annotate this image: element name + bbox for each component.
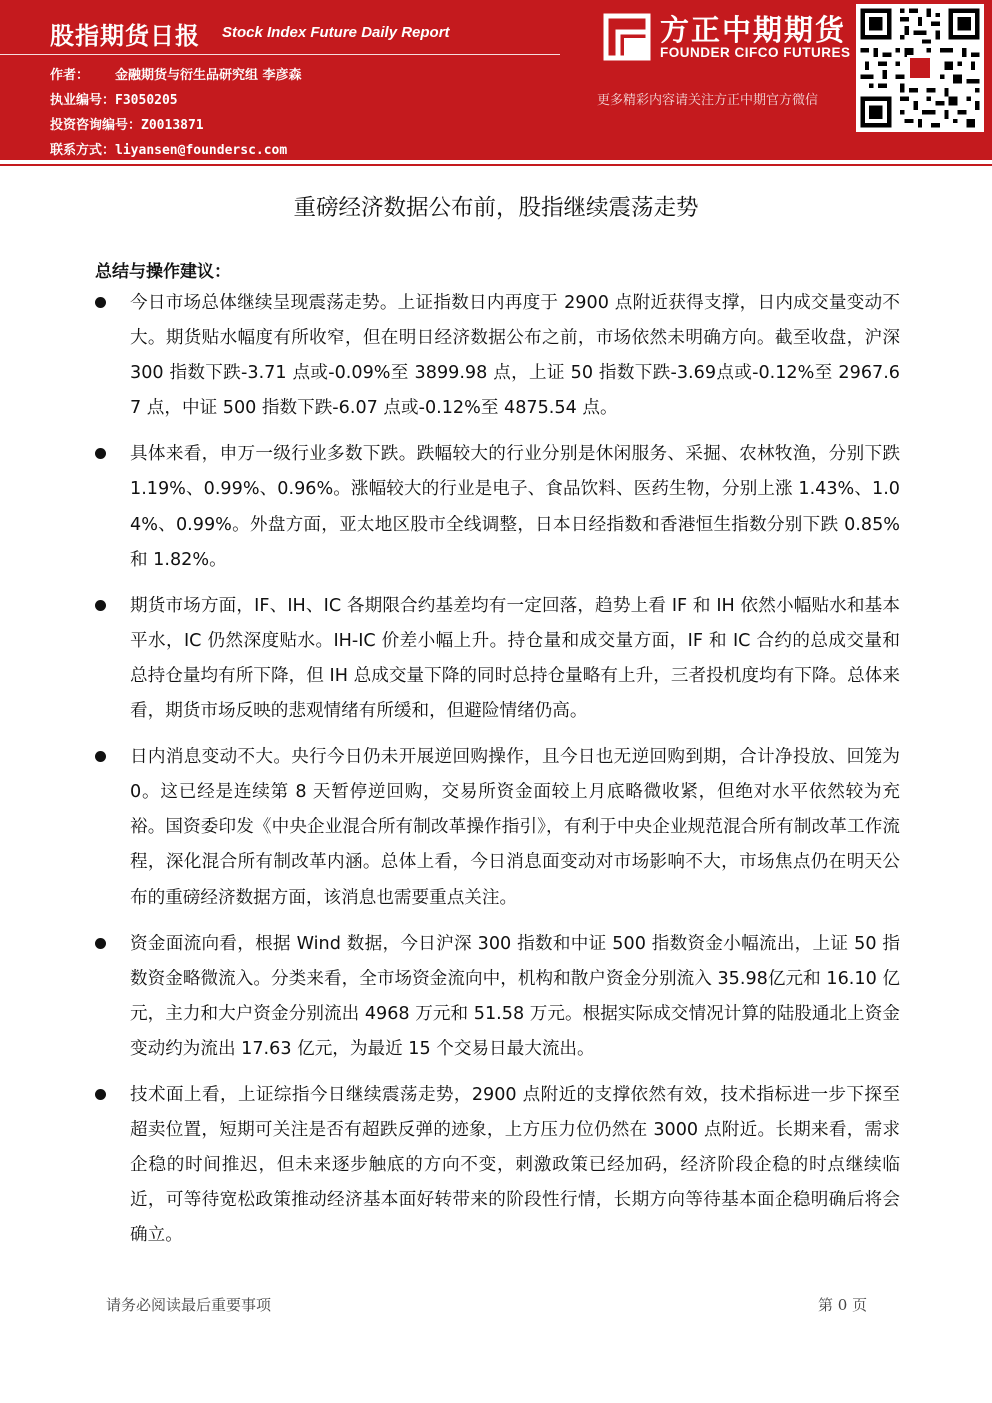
- summary-bullet: [95, 589, 900, 729]
- footer-page-number: 第 0 页: [818, 1296, 868, 1314]
- consult-line: [50, 114, 204, 133]
- consult-value: Z0013871: [141, 118, 204, 133]
- summary-heading: 总结与操作建议：: [95, 262, 231, 282]
- license-value: F3050205: [115, 93, 178, 108]
- brand-name-cn: 方正中期期货: [660, 13, 847, 47]
- bullet-text-technical: 技术面上看，上证综指今日继续震荡走势，2900 点附近的支撑依然有效，技术指标进一步下探至超卖位置，短期可关注是否有超跌反弹的迹象，上方压力位仍然在 3000 点附近。长期来看，需求企稳的时间推迟，但未来逐步触底的方向不变，刺激政策已经加码，经济阶段企稳的时点继续临近，可等待宽松政策推动经济基本面好转带来的阶段性行情，长期方向等待基本面企稳明确后将会确立。: [130, 1084, 900, 1246]
- contact-line: [50, 139, 287, 158]
- summary-bullet-list: [95, 286, 900, 1264]
- author-line: [50, 64, 302, 83]
- summary-bullet: [95, 437, 900, 577]
- bullet-text-news: 日内消息变动不大。央行今日仍未开展逆回购操作，且今日也无逆回购到期，合计净投放、回笼为 0。这已经是连续第 8 天暂停逆回购，交易所资金面较上月底略微收紧，但绝对水平依然较为充裕。国资委印发《中央企业混合所有制改革操作指引》，有利于中央企业规范混合所有制改革工作流程，深化混合所有制改革内涵。总体上看，今日消息面变动对市场影响不大，市场焦点仍在明天公布的重磅经济数据方面，该消息也需要重点关注。: [130, 747, 900, 908]
- bullet-icon: [95, 938, 106, 949]
- summary-bullet: [95, 927, 900, 1067]
- bullet-icon: [95, 448, 106, 459]
- consult-label: 投资咨询编号：: [50, 118, 142, 133]
- report-header: [0, 0, 992, 160]
- author-value: 金融期货与衍生品研究组 李彦森: [115, 68, 302, 83]
- wechat-follow-note: 更多精彩内容请关注方正中期官方微信: [597, 93, 819, 108]
- founder-logo-icon: [600, 12, 654, 62]
- bullet-icon: [95, 751, 106, 762]
- header-divider: [0, 54, 560, 55]
- bullet-text-fund-flow: 资金面流向看，根据 Wind 数据，今日沪深 300 指数和中证 500 指数资金小幅流出，上证 50 指数资金略微流入。分类来看，全市场资金流向中，机构和散户资金分别流入 35.98亿元和 16.10 亿元，主力和大户资金分别流出 4968 万元和 51.58 万元。根据实际成交情况计算的陆股通北上资金变动约为流出 17.63 亿元，为最近 15 个交易日最大流出。: [130, 933, 900, 1059]
- bullet-icon: [95, 1089, 106, 1100]
- bullet-text-futures: 期货市场方面，IF、IH、IC 各期限合约基差均有一定回落，趋势上看 IF 和 IH 依然小幅贴水和基本平水，IC 仍然深度贴水。IH-IC 价差小幅上升。持仓量和成交量方面，IF 和 IC 合约的总成交量和总持仓量均有所下降，但 IH 总成交量下降的同时总持仓量略有上升，三者投机度均有下降。总体来看，期货市场反映的悲观情绪有所缓和，但避险情绪仍高。: [130, 595, 900, 722]
- brand-name-en: FOUNDER CIFCO FUTURES: [660, 45, 851, 60]
- author-label: 作者：: [50, 68, 90, 83]
- report-series-subtitle: Stock Index Future Daily Report: [222, 24, 450, 41]
- summary-bullet: [95, 1078, 900, 1253]
- wechat-qr-code-icon[interactable]: [856, 4, 984, 132]
- summary-bullet: [95, 740, 900, 915]
- license-line: [50, 89, 178, 108]
- bullet-icon: [95, 600, 106, 611]
- summary-bullet: [95, 286, 900, 426]
- header-rule-red: [0, 164, 992, 166]
- license-label: 执业编号：: [50, 93, 116, 108]
- report-series-title: 股指期货日报: [50, 22, 200, 50]
- bullet-text-market-overview: 今日市场总体继续呈现震荡走势。上证指数日内再度于 2900 点附近获得支撑，日内成交量变动不大。期货贴水幅度有所收窄，但在明日经济数据公布之前，市场依然未明确方向。截至收盘，沪深 300 指数下跌-3.71 点或-0.09%至 3899.98 点，上证 50 指数下跌-3.69点或-0.12%至 2967.67 点，中证 500 指数下跌-6.07 点或-0.12%至 4875.54 点。: [130, 293, 900, 419]
- contact-label: 联系方式：: [50, 143, 116, 158]
- bullet-text-sectors: 具体来看，申万一级行业多数下跌。跌幅较大的行业分别是休闲服务、采掘、农林牧渔，分别下跌 1.19%、0.99%、0.96%。涨幅较大的行业是电子、食品饮料、医药生物，分别上涨 1.43%、1.04%、0.99%。外盘方面，亚太地区股市全线调整，日本日经指数和香港恒生指数分别下跌 0.85%和 1.82%。: [130, 444, 900, 570]
- bullet-icon: [95, 297, 106, 308]
- contact-value[interactable]: liyansen@foundersc.com: [115, 143, 288, 158]
- report-title: 重磅经济数据公布前，股指继续震荡走势: [293, 195, 699, 221]
- footer-disclaimer-note: 请务必阅读最后重要事项: [106, 1296, 272, 1314]
